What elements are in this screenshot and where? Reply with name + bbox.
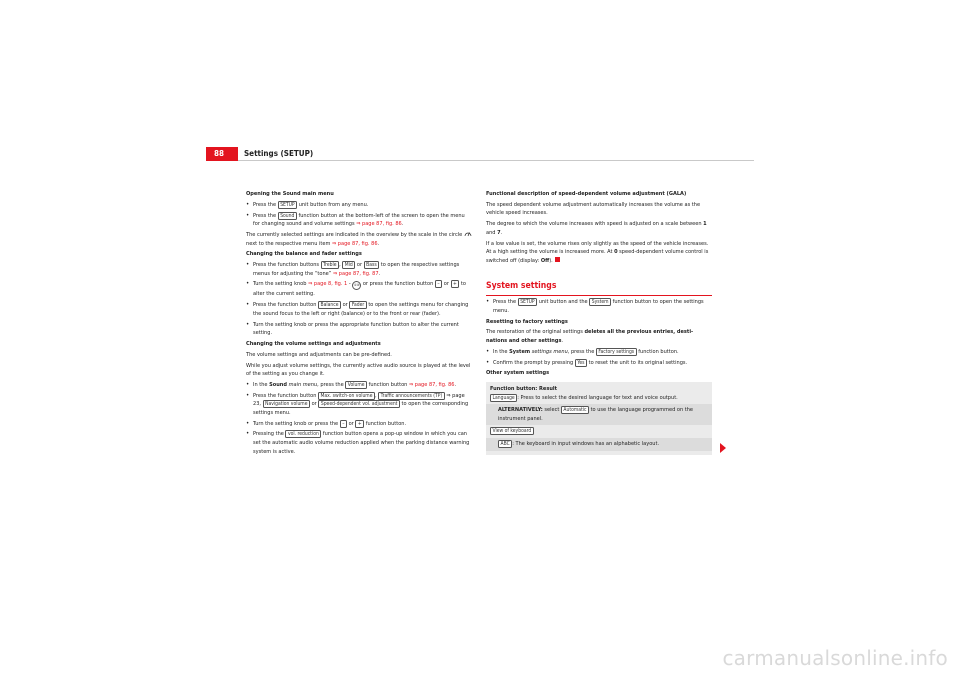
- sound-heading: Opening the Sound main menu: [246, 191, 334, 197]
- knob-icon: ①④: [352, 281, 361, 290]
- traffic-announcements-key: Traffic announcements (TP): [378, 392, 445, 400]
- para-gala-1: The speed dependent volume adjustment automatically increases the volume as the vehicle speed increases.: [486, 201, 701, 217]
- page-number: 88: [214, 149, 225, 158]
- left-column: [246, 190, 472, 458]
- vol-reduction-key: vol. reduction: [285, 430, 321, 438]
- treble-key: Treble: [321, 261, 339, 269]
- para-gala-3: If a low value is set, the volume rises only slightly as the speed of the vehicle increases. At a high setting the volume is increased more. At 0 speed-dependent volume control is switched off (display: Off).: [486, 240, 709, 264]
- max-switch-on-volume-key: Max. switch-on volume: [318, 392, 375, 400]
- page-ref-link[interactable]: ⇒ page 8, fig. 1: [308, 281, 348, 288]
- page-ref-link[interactable]: ⇒ page 87, fig. 86: [408, 381, 455, 388]
- para-circle-scale: The currently selected settings are indicated in the overview by the scale in the circle next to the respective menu item ⇒ page 87, fig. 86.: [246, 231, 472, 248]
- bullet-turn-knob: • Turn the setting knob or press the – or + function button.: [246, 420, 472, 429]
- para-gala-2: The degree to which the volume increases with speed is adjusted on a scale between 1 and 7.: [486, 221, 707, 236]
- system-settings-title: System settings: [486, 281, 712, 296]
- setup-key: SETUP: [518, 298, 537, 306]
- table-row: ABC : The keyboard in input windows has an alphabetic layout.: [486, 438, 712, 451]
- table-row: Language : Press to select the desired language for text and voice output.: [490, 394, 708, 403]
- bullet-sound: • Press the Sound function button at the bottom-left of the screen to open the menu for changing sound and volume settings ⇒ page 87, fig. 86.: [246, 212, 472, 229]
- watermark: carmanualsonline.info: [722, 646, 948, 670]
- gala-heading: Functional description of speed-dependent volume adjustment (GALA): [486, 191, 687, 197]
- bullet-volume-options: • Press the function button Max. switch-on volume , Traffic announcements (TP) ⇒ page 23, Navigation volume or Speed-dependent vol. adjustment to open the corresponding settings menu.: [246, 392, 472, 418]
- minus-key: –: [340, 420, 347, 428]
- reset-heading: Resetting to factory settings: [486, 318, 568, 325]
- para-adjust: While you adjust volume settings, the currently active audio source is played at the level of the setting as you change it.: [246, 362, 471, 378]
- system-key: System: [589, 298, 611, 306]
- right-column: [486, 190, 712, 455]
- factory-settings-key: Factory settings: [596, 348, 637, 356]
- view-of-keyboard-key: View of keyboard: [490, 427, 534, 435]
- bullet-tone: • Press the function buttons Treble , Mid or Bass to open the respective settings menus for adjusting the “tone” ⇒ page 87, fig. 87.: [246, 261, 472, 278]
- bullet-volume: • In the Sound main menu, press the Volume function button ⇒ page 87, fig. 86.: [246, 381, 472, 390]
- bullet-balance: • Press the function button Balance or Fader to open the settings menu for changing the sound focus to the left or right (balance) or to the front or rear (fader).: [246, 301, 472, 318]
- abc-key: ABC: [498, 440, 512, 448]
- page-title: Settings (SETUP): [244, 149, 314, 158]
- sound-key: Sound: [278, 212, 297, 220]
- speed-dependent-key: Speed-dependent vol. adjustment: [318, 400, 400, 408]
- bullet-vol-reduction: • Pressing the vol. reduction function button opens a pop-up window in which you can set the automatic audio volume reduction applied when the parking distance warning system is active.: [246, 430, 472, 456]
- bass-key: Bass: [364, 261, 380, 269]
- settings-table: [486, 382, 712, 455]
- page-ref-link[interactable]: ⇒ page 87, fig. 87: [332, 270, 379, 277]
- plus-key: +: [355, 420, 364, 428]
- scale-icon: [464, 231, 472, 237]
- page-number-badge: [206, 147, 238, 161]
- minus-key: –: [435, 280, 442, 288]
- end-of-section-icon: [555, 257, 560, 262]
- page-ref-link[interactable]: ⇒ page 87, fig. 86: [356, 221, 402, 228]
- bullet-setup: • Press the SETUP unit button from any menu.: [246, 201, 472, 210]
- mid-key: Mid: [342, 261, 355, 269]
- fader-key: Fader: [349, 301, 366, 309]
- header-divider: [238, 160, 754, 161]
- table-row: ALTERNATIVELY: select Automatic to use the language programmed on the instrument panel.: [486, 404, 712, 425]
- page-header: [206, 147, 754, 161]
- setup-key: SETUP: [278, 201, 297, 209]
- para-reset: The restoration of the original settings deletes all the previous entries, destinations and other settings.: [486, 329, 694, 345]
- bullet-system: • Press the SETUP unit button and the System function button to open the settings menu.: [486, 298, 712, 315]
- balance-key: Balance: [318, 301, 341, 309]
- bullet-confirm: • Confirm the prompt by pressing Yes to reset the unit to its original settings.: [486, 359, 712, 368]
- bullet-knob: • Turn the setting knob ⇒ page 8, fig. 1 - ①④ or press the function button – or + to alter the current setting.: [246, 280, 472, 299]
- bullet-alter: • Turn the setting knob or press the appropriate function button to alter the current setting.: [246, 321, 472, 338]
- other-heading: Other system settings: [486, 370, 550, 377]
- volume-heading: Changing the volume settings and adjustments: [246, 341, 381, 347]
- bullet-factory: • In the System settings menu, press the Factory settings function button.: [486, 348, 712, 357]
- plus-key: +: [451, 280, 460, 288]
- navigation-volume-key: Navigation volume: [263, 400, 310, 408]
- language-key: Language: [490, 394, 517, 402]
- yes-key: Yes: [575, 359, 587, 367]
- automatic-key: Automatic: [561, 406, 589, 414]
- balance-heading: Changing the balance and fader settings: [246, 251, 362, 258]
- page-ref-link[interactable]: ⇒ page 87, fig. 86: [331, 240, 378, 247]
- table-header: Function button: Result: [490, 386, 558, 392]
- para-predefined: The volume settings and adjustments can be pre-defined.: [246, 351, 392, 358]
- table-row: [490, 427, 708, 436]
- volume-key: Volume: [345, 381, 367, 389]
- continue-arrow-icon: [720, 443, 726, 453]
